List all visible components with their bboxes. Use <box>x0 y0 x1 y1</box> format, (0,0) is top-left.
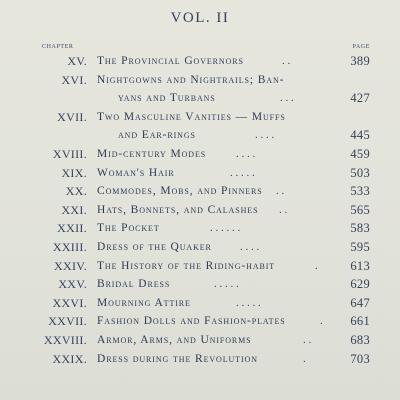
chapter-title: yans and Turbans <box>118 92 216 105</box>
chapter-number: XXV. <box>58 277 87 292</box>
page-number: 629 <box>350 277 370 292</box>
toc-line <box>0 219 400 238</box>
page-number: 595 <box>350 239 370 254</box>
toc-entry <box>0 294 400 313</box>
chapter-title: The History of the Riding-habit <box>97 259 276 272</box>
chapter-column-header: CHAPTER <box>42 44 74 50</box>
chapter-title: The Provincial Governors <box>97 55 244 67</box>
toc-entry <box>0 331 400 350</box>
leader-dots: . . . <box>280 92 294 105</box>
leader-dots: . <box>303 352 306 365</box>
chapter-number: XXII. <box>57 221 87 236</box>
page-number: 647 <box>350 295 370 310</box>
page-number: 427 <box>350 91 370 106</box>
chapter-title: and Ear-rings <box>118 129 196 142</box>
page-number: 459 <box>350 146 370 161</box>
chapter-title: Mourning Attire <box>97 296 191 309</box>
toc-entry <box>0 238 400 257</box>
chapter-number: XV. <box>67 54 87 68</box>
toc-line <box>0 108 400 127</box>
chapter-number: XX. <box>65 184 87 199</box>
page-number: 445 <box>350 128 370 143</box>
chapter-title: Armor, Arms, and Uniforms <box>97 333 252 346</box>
toc-entry <box>0 312 400 331</box>
toc-entry <box>0 350 400 369</box>
chapter-number: XXIII. <box>52 239 87 254</box>
chapter-number: XXIX. <box>52 351 87 366</box>
toc-line <box>0 145 400 164</box>
toc-line <box>0 294 400 313</box>
leader-dots: . <box>315 259 318 272</box>
chapter-title: Dress of the Quaker <box>97 240 212 253</box>
chapter-title: Hats, Bonnets, and Calashes <box>97 203 259 216</box>
leader-dots: . . <box>276 185 285 198</box>
leader-dots: . . . . <box>255 129 275 142</box>
leader-dots: . . . . . <box>214 278 239 291</box>
leader-dots: . . <box>279 203 288 216</box>
chapter-number: XXIV. <box>54 258 87 273</box>
chapter-title: Mid-century Modes <box>97 147 207 160</box>
toc-entry <box>0 52 400 71</box>
chapter-number: XVII. <box>57 109 87 124</box>
chapter-number: XXI. <box>61 202 87 217</box>
toc-line <box>0 238 400 257</box>
toc-line <box>0 71 400 90</box>
chapter-title: Dress during the Revolution <box>97 352 258 365</box>
page-column-header: PAGE <box>352 44 370 50</box>
page-number: 389 <box>350 54 370 68</box>
toc-entry <box>0 108 400 145</box>
page-number: 683 <box>350 332 370 347</box>
leader-dots: . . . . <box>240 240 260 253</box>
toc-entry <box>0 145 400 164</box>
chapter-number: XVIII. <box>52 146 87 161</box>
chapter-number: XXVII. <box>48 314 87 329</box>
page-number: 613 <box>350 258 370 273</box>
leader-dots: . . . . . <box>230 166 255 179</box>
leader-dots: . . . . . . <box>210 222 241 235</box>
toc-line <box>0 164 400 183</box>
toc-entry <box>0 275 400 294</box>
toc-line <box>0 52 400 71</box>
toc-line <box>0 312 400 331</box>
toc-line <box>0 182 400 201</box>
toc-entry <box>0 201 400 220</box>
chapter-number: XXVI. <box>52 295 87 310</box>
toc-line <box>0 350 400 369</box>
chapter-title: Bridal Dress <box>97 278 171 291</box>
page-number: 583 <box>350 221 370 236</box>
table-of-contents <box>0 52 400 368</box>
leader-dots: . . <box>282 55 291 67</box>
page-number: 533 <box>350 184 370 199</box>
chapter-title: Fashion Dolls and Fashion-plates <box>97 315 286 328</box>
chapter-title: Commodes, Mobs, and Pinners <box>97 185 263 198</box>
chapter-title: The Pocket <box>97 222 160 235</box>
page-number: 661 <box>350 314 370 329</box>
leader-dots: . . <box>303 333 312 346</box>
toc-entry <box>0 257 400 276</box>
toc-line <box>0 89 400 108</box>
toc-line <box>0 257 400 276</box>
leader-dots: . . . . <box>236 147 256 160</box>
toc-line <box>0 201 400 220</box>
chapter-title: Two Masculine Vanities — Muffs <box>97 110 286 123</box>
page-number: 565 <box>350 202 370 217</box>
toc-line <box>0 126 400 145</box>
chapter-title: Nightgowns and Nightrails; Ban- <box>97 73 285 86</box>
leader-dots: . <box>320 315 323 328</box>
toc-line <box>0 331 400 350</box>
toc-entry <box>0 164 400 183</box>
chapter-number: XVI. <box>61 72 87 87</box>
toc-line <box>0 275 400 294</box>
leader-dots: . . . . . <box>236 296 261 309</box>
chapter-number: XIX. <box>61 165 87 180</box>
chapter-title: Woman's Hair <box>97 166 175 179</box>
page-number: 703 <box>350 351 370 366</box>
toc-entry <box>0 182 400 201</box>
chapter-number: XXVIII. <box>43 332 87 347</box>
toc-entry <box>0 71 400 108</box>
volume-title: VOL. II <box>170 10 230 26</box>
toc-entry <box>0 219 400 238</box>
page-number: 503 <box>350 165 370 180</box>
